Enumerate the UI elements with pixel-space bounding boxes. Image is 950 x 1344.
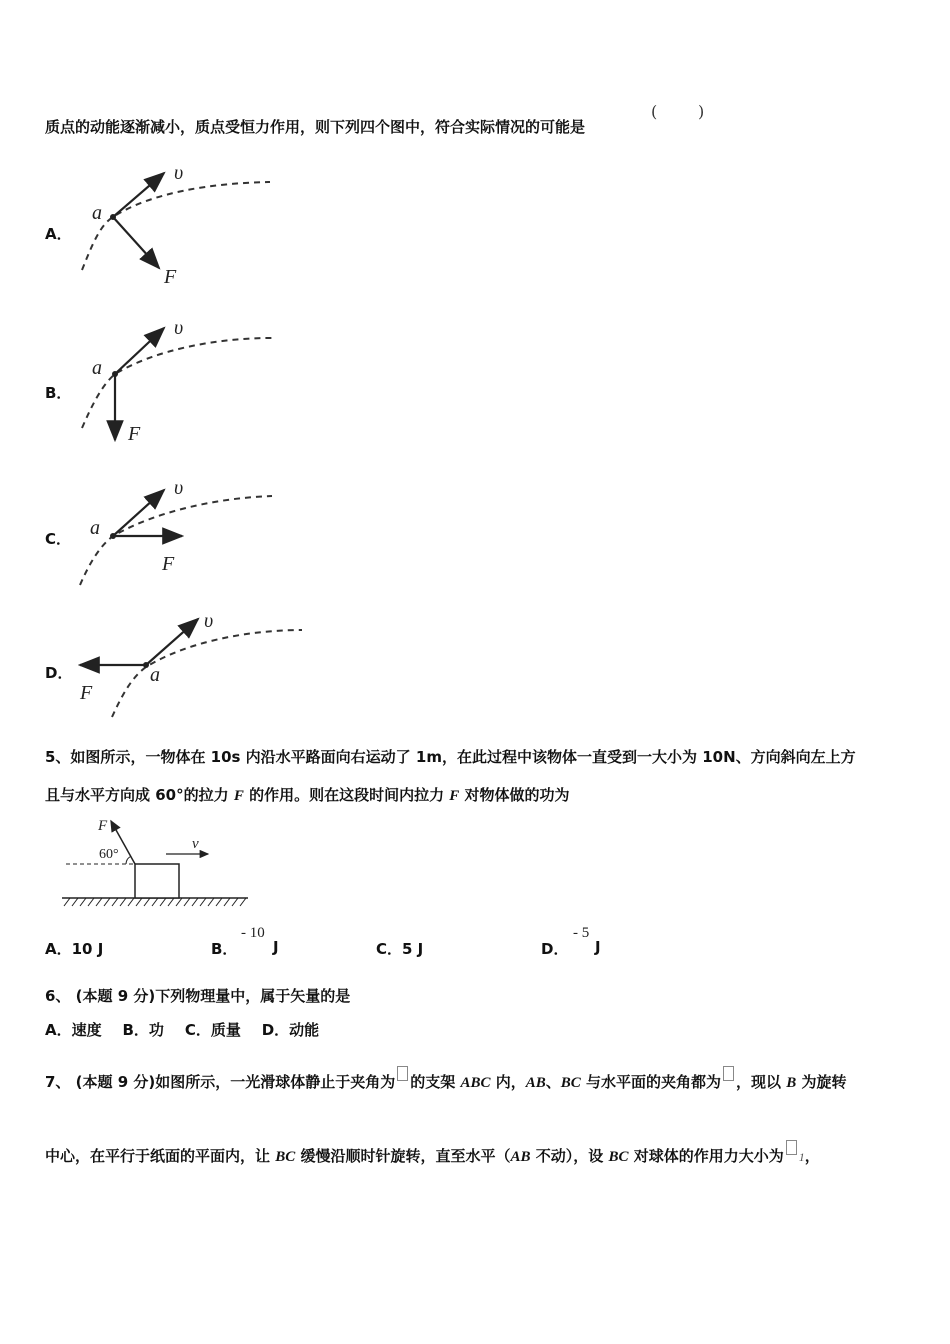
force-label-c: F [162,553,175,575]
q6-stem: 6、 (本题 9 分)下列物理量中，属于矢量的是 [45,987,351,1005]
force-arrow-a [113,217,159,268]
q5-line1: 5、如图所示，一物体在 10s 内沿水平路面向右运动了 1m，在此过程中该物体一直受到一大小为 10N、方向斜向左上方 [45,748,856,766]
q5-line2 [45,784,570,805]
block [135,864,179,898]
q5-line2-a: 且与水平方向成 60°的拉力 [45,786,234,804]
q7-line1-a: 7、 (本题 9 分)如图所示，一光滑球体静止于夹角为 [45,1073,396,1091]
q4-option-d-label: D． [45,664,73,682]
velocity-arrow-c [113,490,164,536]
q7-line2-b: 缓慢沿顺时针旋转，直至水平（ [295,1147,511,1165]
velocity-arrow-b [115,328,164,374]
q7-bc-3: BC [608,1149,629,1165]
force-label: F [98,818,108,834]
point-label-d: a [150,664,160,686]
q4-figure-d [70,605,310,725]
q4-stem [45,116,585,137]
velocity-label-a: υ [174,162,184,184]
trajectory-c [80,496,272,585]
q7-line1-d: 与水平面的夹角都为 [580,1073,722,1091]
q7-bc: BC [560,1075,581,1091]
point-c [110,533,116,539]
q5-option-b-label: B． [211,940,238,958]
q6-options: A．速度 B．功 C．质量 D．动能 [45,1021,320,1039]
point-label-c: a [90,517,100,539]
q7-abc: ABC [460,1075,491,1091]
q5-option-c: C．5 J [376,940,424,958]
q5-option-b-unit: J [273,938,279,956]
force-label-d: F [80,682,93,704]
q7-line2 [45,1140,820,1166]
q4-figure-c [70,470,290,595]
q4-stem-text: 质点的动能逐渐减小，质点受恒力作用，则下列四个图中，符合实际情况的可能是 [45,118,586,136]
q5-option-d-unit: J [595,938,601,956]
q7-b: B [786,1075,797,1091]
trajectory-b [82,338,272,428]
q5-option-a: A．10 J [45,940,104,958]
q5-option-d-label: D． [541,940,569,958]
q7-sep: 、 [545,1073,561,1091]
q5-option-d-value: - 5 [573,925,590,941]
q7-line1-e: ，现以 [736,1073,787,1091]
trajectory-d [112,630,302,717]
q5-line2-c: 对物体做的功为 [459,786,570,804]
q5-option-b-value: - 10 [241,925,265,941]
angle-arc [126,857,131,865]
missing-glyph-icon [786,1140,797,1155]
q5-line2-b: 的作用。则在这段时间内拉力 [243,786,450,804]
q7-line2-e: ， [804,1147,820,1165]
q7-line1-b: 的支架 [410,1073,461,1091]
missing-glyph-icon [397,1066,408,1081]
point-d [143,662,149,668]
q7-ab: AB [525,1075,546,1091]
point-label-b: a [92,357,102,379]
trajectory-a [82,182,270,270]
answer-paren-open: ( [651,102,658,121]
q7-line2-a: 中心，在平行于纸面的平面内，让 [45,1147,276,1165]
q7-line1 [45,1066,847,1092]
q7-line2-c: 不动），设 [530,1147,609,1165]
point-label-a: a [92,202,102,224]
ground-hatching [64,898,246,906]
q4-figure-a [70,155,290,295]
velocity-label-c: υ [174,477,184,499]
point-b [112,371,118,377]
point-a [110,214,116,220]
q4-option-c-label: C． [45,530,72,548]
q5-force-symbol-2: F [449,788,460,804]
angle-label: 60° [99,847,119,862]
q4-option-b-label: B． [45,384,72,402]
q7-bc-2: BC [275,1149,296,1165]
missing-glyph-icon [723,1066,734,1081]
force-label-a: F [164,266,177,288]
force-label-b: F [128,423,141,445]
q5-figure [58,812,258,912]
q4-figure-b [70,310,290,450]
q7-line1-c: 内， [490,1073,526,1091]
q5-force-symbol: F [233,788,244,804]
answer-paren-close: ) [698,102,705,121]
velocity-arrow-a [113,173,164,217]
velocity-label-b: υ [174,317,184,339]
q4-option-a-label: A． [45,225,72,243]
q7-line1-f: 为旋转 [796,1073,847,1091]
q7-ab-2: AB [510,1149,531,1165]
q7-f1-subscript: 1 [798,1150,805,1164]
velocity-arrow-d [146,619,198,665]
q7-line2-d: 对球体的作用力大小为 [628,1147,784,1165]
velocity-label: v [192,836,199,852]
velocity-label-d: υ [204,610,214,632]
